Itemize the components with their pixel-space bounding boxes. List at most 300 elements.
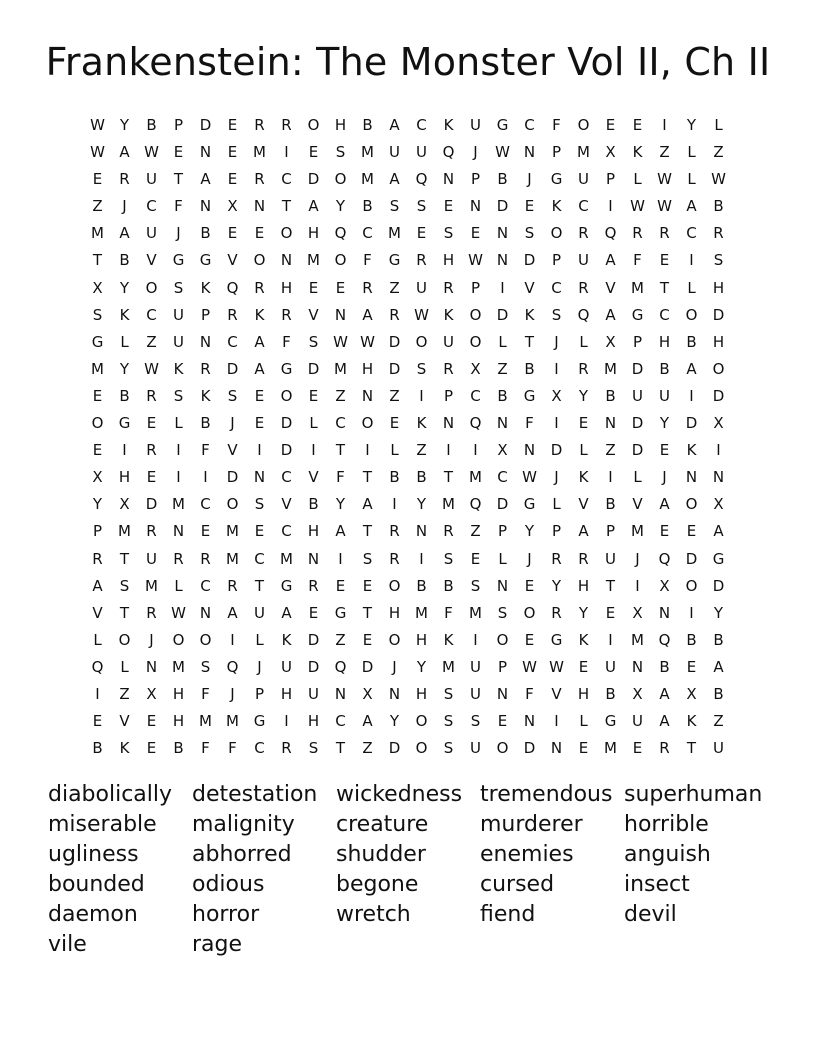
grid-letter: I — [473, 630, 478, 649]
grid-letter: D — [685, 414, 698, 433]
grid-letter: M — [145, 576, 158, 595]
grid-letter: J — [257, 657, 262, 676]
grid-letter: E — [443, 197, 454, 216]
grid-letter: M — [118, 522, 131, 541]
grid-letter: M — [469, 603, 482, 622]
grid-letter: K — [686, 712, 697, 731]
grid-letter: R — [146, 386, 157, 405]
grid-letter: Z — [335, 630, 346, 649]
grid-letter: E — [227, 143, 238, 162]
grid-letter: K — [686, 441, 697, 460]
grid-letter: X — [92, 278, 103, 297]
grid-letter: A — [200, 170, 211, 189]
grid-letter: V — [632, 495, 643, 514]
grid-letter: H — [307, 224, 320, 243]
grid-letter: N — [280, 251, 293, 270]
grid-letter: I — [176, 441, 181, 460]
grid-letter: C — [281, 468, 292, 487]
grid-letter: T — [443, 468, 454, 487]
grid-letter: R — [659, 739, 670, 758]
letter-grid — [84, 112, 732, 762]
grid-letter: Q — [415, 170, 428, 189]
grid-letter: R — [443, 359, 454, 378]
word-list-item: cursed — [480, 872, 555, 897]
grid-letter: O — [712, 359, 725, 378]
grid-letter: K — [254, 305, 265, 324]
grid-letter: W — [360, 332, 375, 351]
grid-letter: F — [174, 197, 183, 216]
grid-letter: O — [469, 305, 482, 324]
grid-letter: Q — [334, 224, 347, 243]
grid-letter: M — [253, 143, 266, 162]
grid-letter: T — [173, 170, 184, 189]
grid-letter: H — [415, 684, 428, 703]
grid-letter: W — [171, 603, 186, 622]
grid-letter: E — [308, 603, 319, 622]
grid-letter: M — [577, 143, 590, 162]
grid-letter: I — [554, 414, 559, 433]
grid-letter: B — [497, 170, 508, 189]
grid-letter: Z — [713, 143, 724, 162]
grid-letter: E — [335, 576, 346, 595]
grid-letter: D — [712, 305, 725, 324]
grid-letter: I — [392, 495, 397, 514]
grid-letter: N — [523, 712, 536, 731]
grid-letter: D — [631, 359, 644, 378]
grid-letter: E — [605, 116, 616, 134]
grid-letter: U — [389, 143, 400, 162]
grid-letter: O — [226, 495, 239, 514]
grid-letter: M — [604, 739, 617, 758]
grid-letter: N — [496, 224, 509, 243]
grid-letter: X — [686, 684, 697, 703]
grid-letter: E — [146, 414, 157, 433]
grid-letter: S — [443, 684, 454, 703]
grid-letter: Y — [119, 359, 130, 378]
grid-letter: O — [685, 495, 698, 514]
grid-letter: G — [91, 332, 104, 351]
grid-letter: S — [335, 143, 346, 162]
grid-letter: K — [524, 305, 535, 324]
grid-letter: U — [146, 549, 157, 568]
grid-letter: M — [631, 630, 644, 649]
grid-letter: O — [280, 386, 293, 405]
grid-letter: U — [308, 684, 319, 703]
grid-letter: W — [414, 305, 429, 324]
grid-letter: D — [226, 468, 239, 487]
grid-letter: K — [443, 630, 454, 649]
grid-letter: V — [227, 251, 238, 270]
grid-letter: R — [254, 116, 265, 134]
grid-letter: Z — [146, 332, 157, 351]
grid-letter: G — [523, 386, 536, 405]
grid-letter: I — [608, 468, 613, 487]
grid-letter: A — [686, 359, 697, 378]
grid-letter: Y — [92, 495, 103, 514]
grid-letter: S — [308, 739, 319, 758]
grid-letter: S — [416, 359, 427, 378]
grid-letter: P — [497, 522, 508, 541]
grid-letter: I — [203, 468, 208, 487]
grid-letter: B — [497, 386, 508, 405]
grid-letter: C — [470, 386, 481, 405]
grid-letter: Y — [416, 657, 427, 676]
grid-letter: M — [280, 549, 293, 568]
grid-letter: I — [500, 278, 505, 297]
grid-letter: I — [338, 549, 343, 568]
grid-letter: Y — [686, 116, 697, 134]
grid-letter: U — [173, 332, 184, 351]
word-list-item: tremendous — [480, 782, 613, 807]
grid-letter: H — [361, 359, 374, 378]
grid-letter: Z — [92, 197, 103, 216]
grid-letter: E — [254, 522, 265, 541]
grid-letter: M — [226, 549, 239, 568]
grid-letter: L — [498, 332, 507, 351]
grid-letter: Z — [119, 684, 130, 703]
grid-letter: N — [631, 657, 644, 676]
grid-letter: W — [522, 468, 537, 487]
grid-letter: G — [523, 495, 536, 514]
grid-letter: N — [550, 739, 563, 758]
grid-letter: K — [578, 630, 589, 649]
grid-letter: J — [230, 414, 235, 433]
grid-letter: F — [228, 739, 237, 758]
grid-letter: I — [419, 549, 424, 568]
grid-letter: J — [554, 332, 559, 351]
grid-letter: C — [578, 197, 589, 216]
grid-letter: E — [92, 386, 103, 405]
word-list-item: horrible — [624, 812, 709, 837]
grid-letter: R — [227, 305, 238, 324]
grid-letter: F — [525, 414, 534, 433]
grid-letter: N — [199, 143, 212, 162]
grid-letter: N — [415, 522, 428, 541]
grid-letter: L — [633, 170, 642, 189]
grid-letter: L — [93, 630, 102, 649]
grid-letter: B — [119, 251, 130, 270]
grid-letter: L — [552, 495, 561, 514]
grid-letter: M — [361, 143, 374, 162]
grid-letter: P — [632, 332, 643, 351]
grid-letter: B — [605, 495, 616, 514]
grid-letter: X — [92, 468, 103, 487]
grid-letter: F — [633, 251, 642, 270]
grid-letter: R — [281, 305, 292, 324]
grid-letter: Z — [335, 386, 346, 405]
grid-letter: A — [713, 657, 724, 676]
grid-letter: O — [415, 712, 428, 731]
grid-letter: R — [227, 576, 238, 595]
grid-letter: I — [689, 603, 694, 622]
grid-letter: C — [524, 116, 535, 134]
grid-letter: T — [335, 441, 346, 460]
grid-letter: K — [119, 739, 130, 758]
grid-letter: M — [172, 495, 185, 514]
grid-letter: H — [118, 468, 131, 487]
grid-letter: O — [253, 251, 266, 270]
grid-letter: R — [119, 170, 130, 189]
grid-letter: I — [608, 630, 613, 649]
grid-letter: O — [118, 630, 131, 649]
grid-letter: E — [92, 170, 103, 189]
grid-letter: M — [631, 278, 644, 297]
grid-letter: X — [632, 603, 643, 622]
grid-letter: X — [470, 359, 481, 378]
grid-letter: D — [199, 116, 212, 134]
grid-letter: H — [334, 116, 347, 134]
grid-letter: O — [388, 630, 401, 649]
grid-letter: N — [712, 468, 725, 487]
grid-letter: X — [119, 495, 130, 514]
grid-letter: E — [254, 386, 265, 405]
grid-letter: Y — [335, 197, 346, 216]
grid-letter: D — [388, 332, 401, 351]
grid-letter: A — [659, 712, 670, 731]
grid-letter: N — [523, 441, 536, 460]
grid-letter: T — [335, 739, 346, 758]
grid-letter: V — [92, 603, 103, 622]
grid-letter: N — [307, 549, 320, 568]
grid-letter: R — [659, 224, 670, 243]
grid-letter: R — [200, 549, 211, 568]
word-list-item: wretch — [336, 902, 411, 927]
grid-letter: I — [284, 143, 289, 162]
grid-letter: S — [443, 712, 454, 731]
word-list-item: shudder — [336, 842, 426, 867]
grid-letter: R — [443, 522, 454, 541]
grid-letter: E — [686, 657, 697, 676]
grid-letter: O — [334, 251, 347, 270]
grid-letter: E — [659, 441, 670, 460]
grid-letter: E — [686, 522, 697, 541]
grid-letter: L — [687, 170, 696, 189]
grid-letter: E — [227, 224, 238, 243]
grid-letter: M — [442, 495, 455, 514]
grid-letter: L — [309, 414, 318, 433]
grid-letter: D — [685, 549, 698, 568]
grid-letter: V — [227, 441, 238, 460]
grid-letter: N — [469, 197, 482, 216]
grid-letter: T — [254, 576, 265, 595]
grid-letter: B — [416, 468, 427, 487]
grid-letter: K — [200, 278, 211, 297]
grid-letter: D — [496, 305, 509, 324]
grid-letter: C — [227, 332, 238, 351]
word-list-item: enemies — [480, 842, 574, 867]
grid-letter: D — [388, 739, 401, 758]
grid-letter: M — [307, 251, 320, 270]
grid-letter: Q — [442, 143, 455, 162]
grid-letter: I — [365, 441, 370, 460]
grid-letter: J — [176, 224, 181, 243]
grid-letter: I — [662, 116, 667, 134]
grid-letter: N — [658, 603, 671, 622]
grid-letter: E — [227, 170, 238, 189]
grid-letter: X — [497, 441, 508, 460]
grid-letter: N — [199, 197, 212, 216]
grid-letter: Q — [577, 305, 590, 324]
grid-letter: G — [631, 305, 644, 324]
grid-letter: O — [550, 224, 563, 243]
grid-letter: S — [497, 603, 508, 622]
grid-letter: Y — [524, 522, 535, 541]
grid-letter: A — [254, 332, 265, 351]
grid-letter: S — [308, 332, 319, 351]
grid-letter: X — [551, 386, 562, 405]
grid-letter: F — [363, 251, 372, 270]
grid-letter: E — [659, 522, 670, 541]
grid-letter: D — [523, 251, 536, 270]
grid-letter: I — [635, 576, 640, 595]
grid-letter: N — [253, 468, 266, 487]
grid-letter: S — [551, 305, 562, 324]
word-list-item: anguish — [624, 842, 711, 867]
grid-letter: W — [657, 197, 672, 216]
grid-letter: A — [605, 251, 616, 270]
grid-letter: E — [335, 278, 346, 297]
grid-letter: K — [443, 305, 454, 324]
grid-letter: Y — [551, 576, 562, 595]
word-list-item: detestation — [192, 782, 318, 807]
grid-letter: M — [334, 359, 347, 378]
grid-letter: B — [308, 495, 319, 514]
grid-letter: I — [176, 468, 181, 487]
grid-letter: M — [442, 657, 455, 676]
grid-letter: Z — [416, 441, 427, 460]
grid-letter: M — [415, 603, 428, 622]
grid-letter: G — [388, 251, 401, 270]
grid-letter: K — [200, 386, 211, 405]
grid-letter: R — [254, 278, 265, 297]
grid-letter: I — [257, 441, 262, 460]
grid-letter: I — [311, 441, 316, 460]
grid-letter: C — [686, 224, 697, 243]
grid-letter: N — [388, 684, 401, 703]
grid-letter: D — [307, 657, 320, 676]
grid-letter: N — [334, 305, 347, 324]
grid-letter: Y — [578, 603, 589, 622]
grid-letter: H — [415, 630, 428, 649]
grid-letter: Q — [334, 657, 347, 676]
grid-letter: V — [524, 278, 535, 297]
grid-letter: B — [686, 332, 697, 351]
grid-letter: B — [200, 224, 211, 243]
grid-letter: B — [362, 197, 373, 216]
grid-letter: U — [416, 278, 427, 297]
grid-letter: B — [92, 739, 103, 758]
grid-letter: E — [92, 712, 103, 731]
grid-letter: D — [496, 495, 509, 514]
grid-letter: J — [230, 684, 235, 703]
grid-letter: C — [146, 305, 157, 324]
grid-letter: B — [659, 657, 670, 676]
grid-letter: P — [605, 170, 616, 189]
grid-letter: L — [390, 441, 399, 460]
grid-letter: U — [470, 739, 481, 758]
grid-letter: W — [468, 251, 483, 270]
grid-letter: A — [92, 576, 103, 595]
grid-letter: H — [712, 332, 725, 351]
grid-letter: I — [689, 251, 694, 270]
grid-letter: U — [470, 116, 481, 134]
word-list-item: horror — [192, 902, 260, 927]
grid-letter: W — [657, 170, 672, 189]
grid-letter: O — [685, 576, 698, 595]
grid-letter: V — [146, 251, 157, 270]
grid-letter: R — [578, 278, 589, 297]
grid-letter: S — [470, 576, 481, 595]
grid-letter: N — [442, 170, 455, 189]
grid-letter: W — [711, 170, 726, 189]
word-list-item: vile — [48, 932, 87, 957]
grid-letter: E — [497, 712, 508, 731]
word-list-item: daemon — [48, 902, 138, 927]
grid-letter: W — [495, 143, 510, 162]
grid-letter: V — [308, 305, 319, 324]
grid-letter: L — [714, 116, 723, 134]
grid-letter: D — [388, 359, 401, 378]
grid-letter: V — [281, 495, 292, 514]
word-list-item: creature — [336, 812, 429, 837]
grid-letter: K — [119, 305, 130, 324]
grid-letter: H — [280, 278, 293, 297]
grid-letter: B — [443, 576, 454, 595]
grid-letter: P — [92, 522, 103, 541]
grid-letter: Q — [226, 278, 239, 297]
grid-letter: R — [551, 549, 562, 568]
grid-letter: B — [416, 576, 427, 595]
word-list — [48, 780, 768, 960]
grid-letter: O — [469, 332, 482, 351]
grid-letter: O — [145, 278, 158, 297]
grid-letter: X — [659, 576, 670, 595]
grid-letter: Y — [713, 603, 724, 622]
grid-letter: A — [605, 305, 616, 324]
grid-letter: R — [389, 305, 400, 324]
word-list-item: abhorred — [192, 842, 292, 867]
grid-letter: B — [713, 684, 724, 703]
grid-letter: A — [713, 522, 724, 541]
grid-letter: B — [200, 414, 211, 433]
grid-letter: F — [525, 684, 534, 703]
grid-letter: X — [713, 495, 724, 514]
grid-letter: X — [362, 684, 373, 703]
grid-letter: C — [335, 414, 346, 433]
grid-letter: E — [362, 576, 373, 595]
grid-letter: N — [604, 414, 617, 433]
grid-letter: E — [524, 630, 535, 649]
grid-letter: E — [416, 224, 427, 243]
grid-letter: U — [605, 549, 616, 568]
grid-letter: L — [174, 576, 183, 595]
grid-letter: U — [632, 712, 643, 731]
grid-letter: E — [146, 468, 157, 487]
grid-letter: B — [362, 116, 373, 134]
grid-letter: X — [146, 684, 157, 703]
grid-letter: A — [389, 170, 400, 189]
grid-letter: S — [443, 224, 454, 243]
grid-letter: E — [227, 116, 238, 134]
grid-letter: L — [120, 332, 129, 351]
grid-letter: U — [659, 386, 670, 405]
grid-letter: K — [416, 414, 427, 433]
grid-letter: L — [687, 278, 696, 297]
word-list-item: ugliness — [48, 842, 139, 867]
grid-letter: R — [146, 603, 157, 622]
grid-letter: R — [416, 251, 427, 270]
grid-letter: U — [173, 305, 184, 324]
